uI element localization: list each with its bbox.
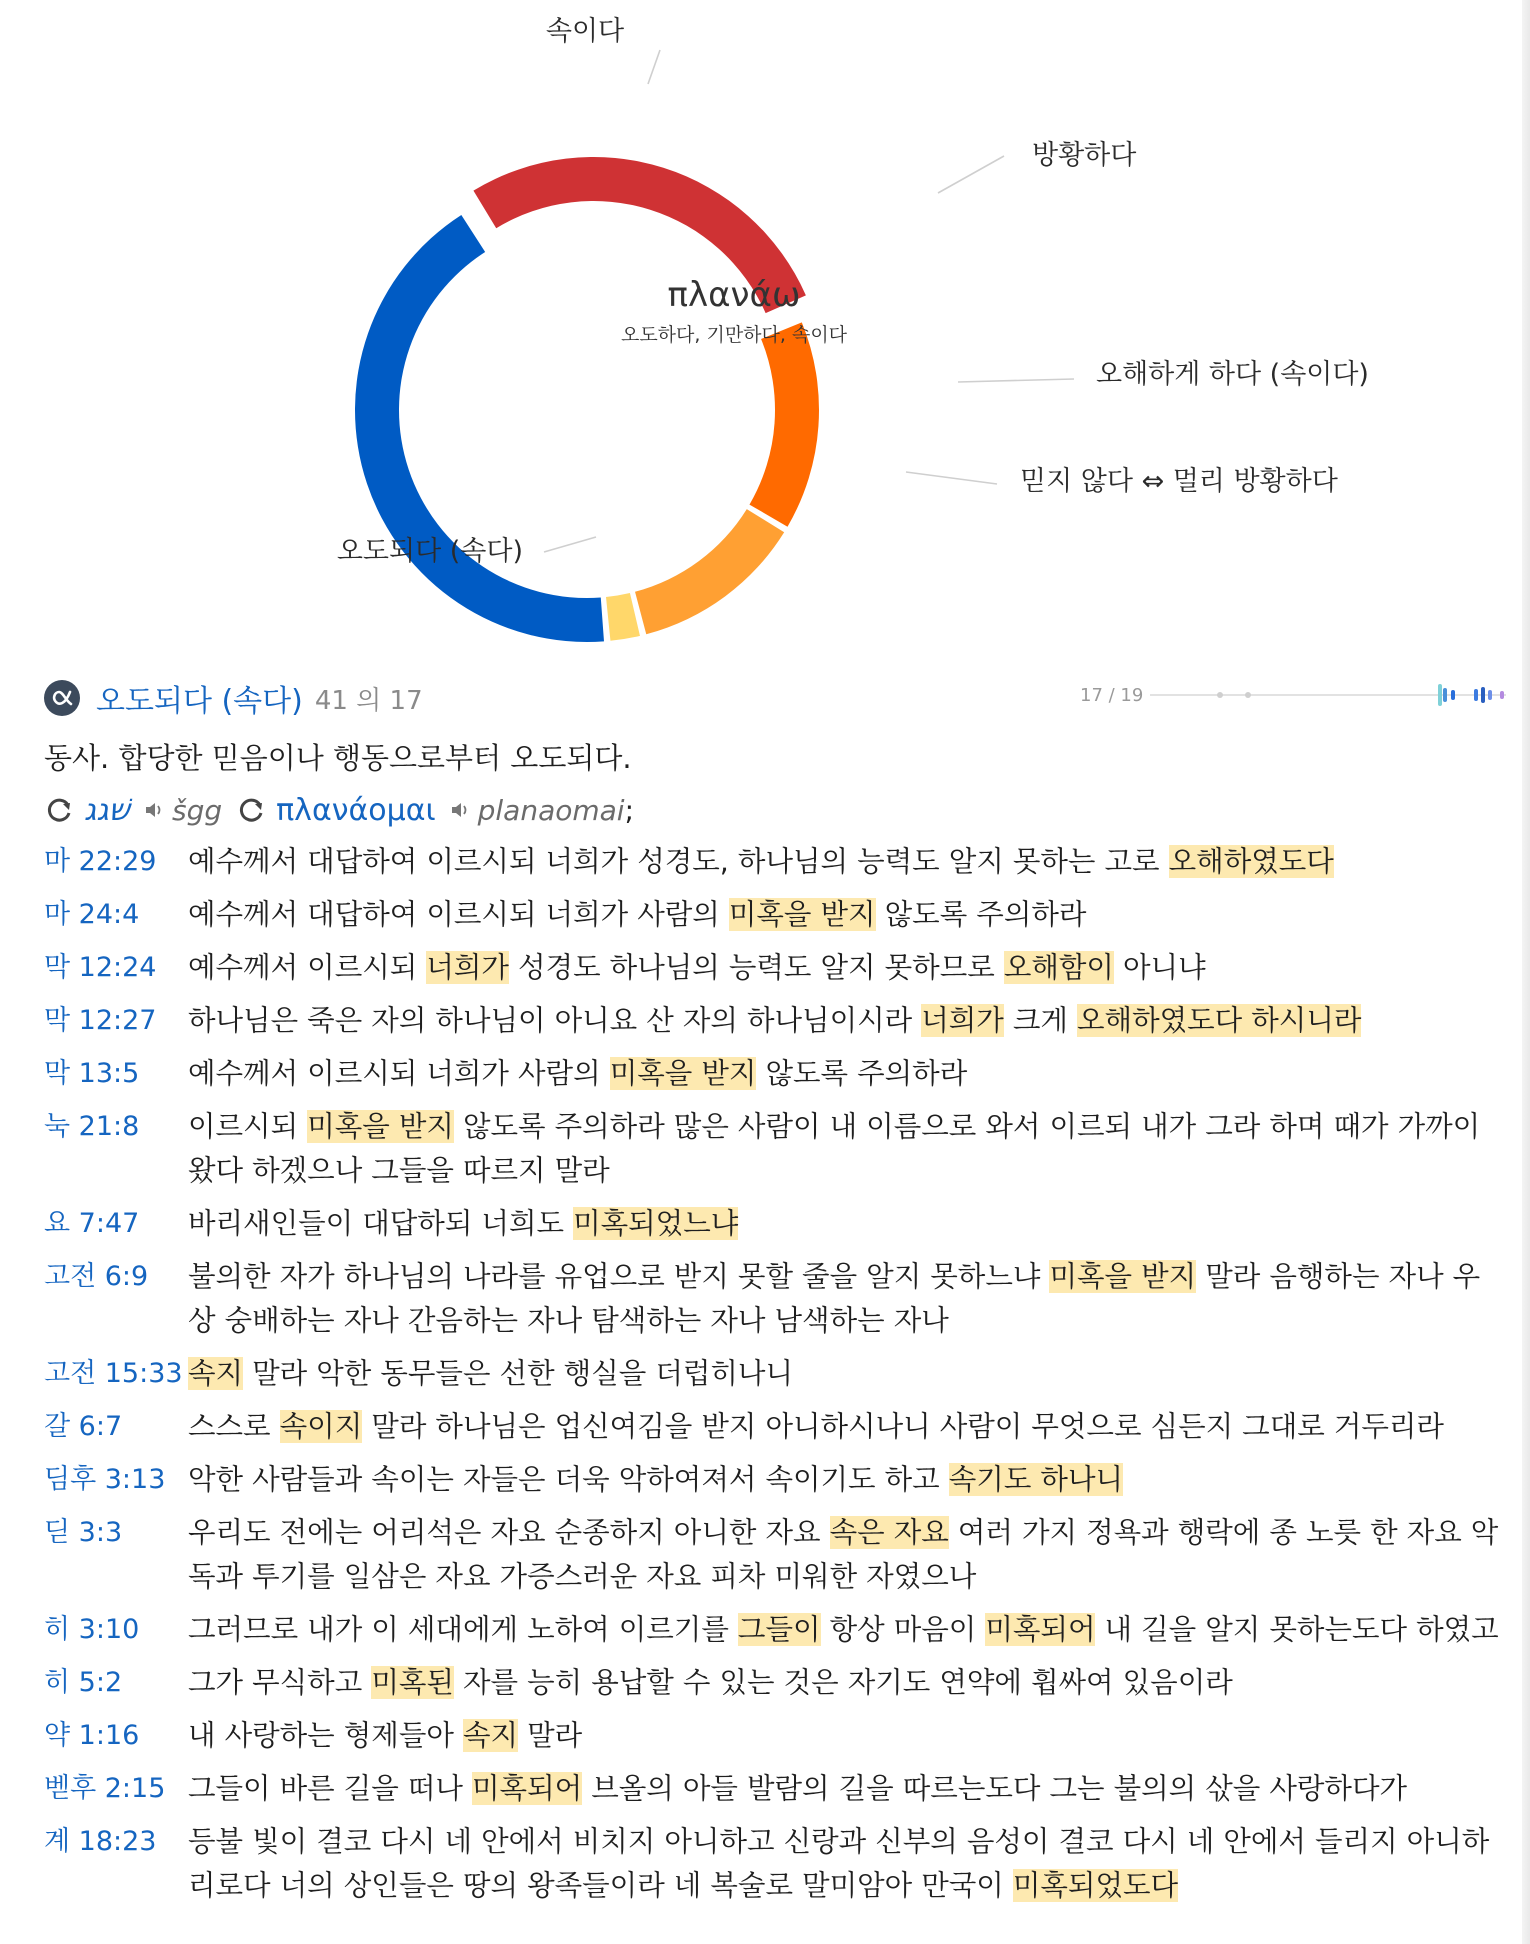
verse-row (44, 1661, 1504, 1705)
verse-reference-link[interactable]: 벧후 2:15 (44, 1773, 166, 1804)
sense-title-link[interactable]: 오도되다 (속다) (96, 684, 303, 719)
verse-reference-link[interactable]: 딛 3:3 (44, 1517, 123, 1548)
verse-reference-link[interactable]: 고전 15:33 (44, 1358, 183, 1389)
highlighted-term[interactable]: 그들이 (737, 1613, 821, 1646)
sense-header (44, 672, 423, 724)
highlighted-term[interactable]: 속은 자요 (829, 1516, 949, 1549)
verse-text (188, 1352, 1504, 1396)
verse-row (44, 1608, 1504, 1652)
verse-text-segment: 말라 악한 동무들은 선한 행실을 더럽히나니 (243, 1357, 793, 1390)
sense-donut-chart (0, 0, 1369, 620)
verse-text (188, 1202, 1504, 1246)
verse-reference-link[interactable]: 약 1:16 (44, 1720, 140, 1751)
verse-reference-link[interactable]: 요 7:47 (44, 1208, 140, 1239)
sense-definition: 동사. 합당한 믿음이나 행동으로부터 오도되다. (44, 741, 632, 775)
verse-row (44, 1352, 1504, 1396)
verse-text (188, 1105, 1504, 1193)
highlighted-term[interactable]: 속기도 하나니 (948, 1463, 1124, 1496)
timeline-tick (1474, 689, 1478, 701)
highlighted-term[interactable]: 너희가 (921, 1004, 1004, 1037)
speaker-icon[interactable] (144, 799, 166, 821)
verse-text-segment: 여러 가지 정욕과 행락에 종 노릇 한 자요 악독과 투기를 일삼은 자요 가증스러운 자요 피차 미워한 자였으나 (188, 1516, 1499, 1593)
verse-reference-link[interactable]: 딤후 3:13 (44, 1464, 166, 1495)
right-edge-rule (1522, 0, 1530, 1944)
verse-text-segment: 자를 능히 용납할 수 있는 것은 자기도 연약에 휩싸여 있음이라 (453, 1666, 1233, 1699)
timeline-tick (1451, 690, 1455, 700)
verse-row (44, 1714, 1504, 1758)
verse-text-segment: 말라 (518, 1719, 583, 1752)
chart-center-lemma: πλανάω (667, 275, 801, 315)
verse-text-segment: 등불 빛이 결코 다시 네 안에서 비치지 아니하고 신랑과 신부의 음성이 결코 다시 네 안에서 들리지 아니하리로다 너의 상인들은 땅의 왕족들이라 네 복술로 말미암아 만국이 (188, 1825, 1490, 1902)
verse-text (188, 1820, 1504, 1908)
verse-text-segment: 아니냐 (1113, 951, 1206, 984)
timeline-tick (1481, 687, 1485, 703)
slice-label[interactable]: 방황하다 (1032, 140, 1137, 171)
donut-slice[interactable] (635, 509, 784, 634)
verse-text-segment: 말라 음행하는 자나 우상 숭배하는 자나 간음하는 자나 탐색하는 자나 남색하는 자나 (188, 1260, 1481, 1337)
verse-text-segment: 말라 하나님은 업신여김을 받지 아니하시나니 사람이 무엇으로 심든지 그대로 거두리라 (362, 1410, 1444, 1443)
verse-row (44, 1458, 1504, 1502)
verse-text-segment: 악한 사람들과 속이는 자들은 더욱 악하여져서 속이기도 하고 (188, 1463, 949, 1496)
highlighted-term[interactable]: 너희가 (426, 951, 509, 984)
verse-text-segment: 그들이 바른 길을 떠나 (188, 1772, 473, 1805)
verse-reference-link[interactable]: 히 5:2 (44, 1667, 123, 1698)
verse-text-segment: 예수께서 이르시되 (188, 951, 427, 984)
highlighted-term[interactable]: 오해함이 (1003, 951, 1114, 984)
timeline-tick (1438, 684, 1442, 706)
verse-text (188, 999, 1504, 1043)
verse-row (44, 1255, 1504, 1343)
verse-text-segment: 불의한 자가 하나님의 나라를 유업으로 받지 못할 줄을 알지 못하느냐 (188, 1260, 1050, 1293)
donut-slice[interactable] (355, 215, 604, 642)
verse-text (188, 893, 1504, 937)
timeline-tick (1443, 688, 1447, 702)
verse-text-segment: 브올의 아들 발람의 길을 따르는도다 그는 불의의 삯을 사랑하다가 (582, 1772, 1408, 1805)
highlighted-term[interactable]: 미혹되어 (985, 1613, 1096, 1646)
verse-row (44, 1052, 1504, 1096)
verse-text-segment: 않도록 주의하라 (875, 898, 1087, 931)
verse-text-segment: 내 사랑하는 형제들아 (188, 1719, 463, 1752)
verse-reference-link[interactable]: 막 12:27 (44, 1005, 157, 1036)
verse-text (188, 1608, 1504, 1652)
verse-row (44, 1820, 1504, 1908)
verse-row (44, 893, 1504, 937)
verse-row (44, 999, 1504, 1043)
verse-reference-link[interactable]: 마 24:4 (44, 899, 140, 930)
greek-transliteration: planaomai (477, 793, 625, 827)
highlighted-term[interactable]: 미혹을 받지 (307, 1110, 454, 1143)
timeline-tick (1488, 690, 1492, 700)
verse-reference-link[interactable]: 고전 6:9 (44, 1261, 149, 1292)
verse-text-segment: 내 길을 알지 못하는도다 하였고 (1095, 1613, 1499, 1646)
verse-row (44, 1405, 1504, 1449)
slice-leader-line (544, 537, 596, 552)
slice-leader-line (958, 379, 1074, 382)
original-language-line (44, 790, 634, 830)
verse-text (188, 1458, 1504, 1502)
highlighted-term[interactable]: 미혹되었느냐 (573, 1207, 739, 1240)
highlighted-term[interactable]: 오해하였도다 하시니라 (1077, 1004, 1362, 1037)
timeline-tick (1500, 691, 1504, 699)
verse-text (188, 1255, 1504, 1343)
highlighted-term[interactable]: 미혹을 받지 (728, 898, 876, 931)
sense-count: 41 의 17 (314, 685, 423, 716)
greek-lemma-link[interactable]: πλανάομαι (276, 792, 436, 828)
verse-text-segment: 그러므로 내가 이 세대에게 노하여 이르기를 (188, 1613, 738, 1646)
verse-text-segment: 않도록 주의하라 많은 사람이 내 이름으로 와서 이르되 내가 그라 하며 때가 가까이 왔다 하겠으나 그들을 따르지 말라 (188, 1110, 1481, 1187)
verse-text-segment: 이르시되 (188, 1110, 308, 1143)
verse-reference-link[interactable]: 막 13:5 (44, 1058, 140, 1089)
verse-text (188, 1661, 1504, 1705)
verse-text-segment: 항상 마음이 (820, 1613, 986, 1646)
verse-text-segment: 예수께서 대답하여 이르시되 너희가 성경도, 하나님의 능력도 알지 못하는 고로 (188, 845, 1169, 878)
chart-center-gloss: 오도하다, 기만하다, 속이다 (620, 324, 848, 346)
verse-row (44, 1105, 1504, 1193)
verse-text (188, 840, 1504, 884)
verse-text-segment: 그가 무식하고 (188, 1666, 372, 1699)
verse-text-segment: 성경도 하나님의 능력도 알지 못하므로 (508, 951, 1004, 984)
verse-row (44, 946, 1504, 990)
verse-text (188, 1714, 1504, 1758)
highlighted-term[interactable]: 속지 (462, 1719, 519, 1752)
timeline-tick (1245, 692, 1251, 698)
slice-leader-line (648, 50, 660, 84)
cycle-icon[interactable] (44, 795, 74, 825)
verse-text-segment: 않도록 주의하라 (756, 1057, 968, 1090)
semicolon: ; (624, 793, 635, 827)
donut-slice[interactable] (606, 593, 640, 641)
speaker-icon[interactable] (450, 799, 472, 821)
highlighted-term[interactable]: 미혹을 받지 (609, 1057, 757, 1090)
highlighted-term[interactable]: 속이지 (279, 1410, 363, 1443)
verse-row (44, 840, 1504, 884)
highlighted-term[interactable]: 미혹을 받지 (1049, 1260, 1197, 1293)
verse-text (188, 1405, 1504, 1449)
slice-leader-line (906, 472, 997, 484)
verse-reference-link[interactable]: 막 12:24 (44, 952, 157, 983)
verse-reference-link[interactable]: 히 3:10 (44, 1614, 140, 1645)
pager-label: 17 / 19 (1080, 684, 1144, 706)
occurrence-timeline[interactable] (1150, 678, 1506, 712)
cycle-icon[interactable] (236, 795, 266, 825)
timeline-tick (1217, 692, 1223, 698)
slice-label[interactable]: 믿지 않다 ⇔ 멀리 방황하다 (1020, 466, 1338, 497)
verse-reference-link[interactable]: 계 18:23 (44, 1826, 157, 1857)
verse-text (188, 1052, 1504, 1096)
verse-text-segment: 우리도 전에는 어리석은 자요 순종하지 아니한 자요 (188, 1516, 830, 1549)
verse-text-segment: 예수께서 이르시되 너희가 사람의 (188, 1057, 610, 1090)
slice-label[interactable]: 오도되다 (속다) (336, 536, 523, 567)
verse-text (188, 946, 1504, 990)
verse-row (44, 1511, 1504, 1599)
slice-label[interactable]: 오해하게 하다 (속이다) (1096, 359, 1369, 390)
verse-reference-link[interactable]: 갈 6:7 (44, 1411, 123, 1442)
verse-text-segment: 크게 (1003, 1004, 1078, 1037)
verse-text (188, 1767, 1504, 1811)
verse-list (44, 840, 1504, 1917)
hebrew-transliteration: šgg (171, 793, 223, 827)
verse-text (188, 1511, 1504, 1599)
highlighted-term[interactable]: 속지 (188, 1357, 244, 1390)
highlighted-term[interactable]: 미혹된 (371, 1666, 454, 1699)
verse-row (44, 1767, 1504, 1811)
verse-reference-link[interactable]: 눅 21:8 (44, 1111, 140, 1142)
alpha-icon (44, 680, 80, 716)
verse-text-segment: 하나님은 죽은 자의 하나님이 아니요 산 자의 하나님이시라 (188, 1004, 922, 1037)
slice-leader-line (938, 156, 1004, 193)
highlighted-term[interactable]: 미혹되어 (472, 1772, 583, 1805)
donut-slice[interactable] (749, 322, 819, 526)
highlighted-term[interactable]: 오해하였도다 (1168, 845, 1334, 878)
verse-text-segment: 예수께서 대답하여 이르시되 너희가 사람의 (188, 898, 729, 931)
verse-text-segment: 바리새인들이 대답하되 너희도 (188, 1207, 574, 1240)
verse-reference-link[interactable]: 마 22:29 (44, 846, 157, 877)
verse-row (44, 1202, 1504, 1246)
highlighted-term[interactable]: 미혹되었도다 (1012, 1869, 1179, 1902)
sense-pager[interactable] (1080, 678, 1506, 712)
slice-label[interactable]: 속이다 (545, 16, 625, 47)
hebrew-lemma-link[interactable]: שׁגג (84, 792, 130, 828)
verse-text-segment: 스스로 (188, 1410, 280, 1443)
